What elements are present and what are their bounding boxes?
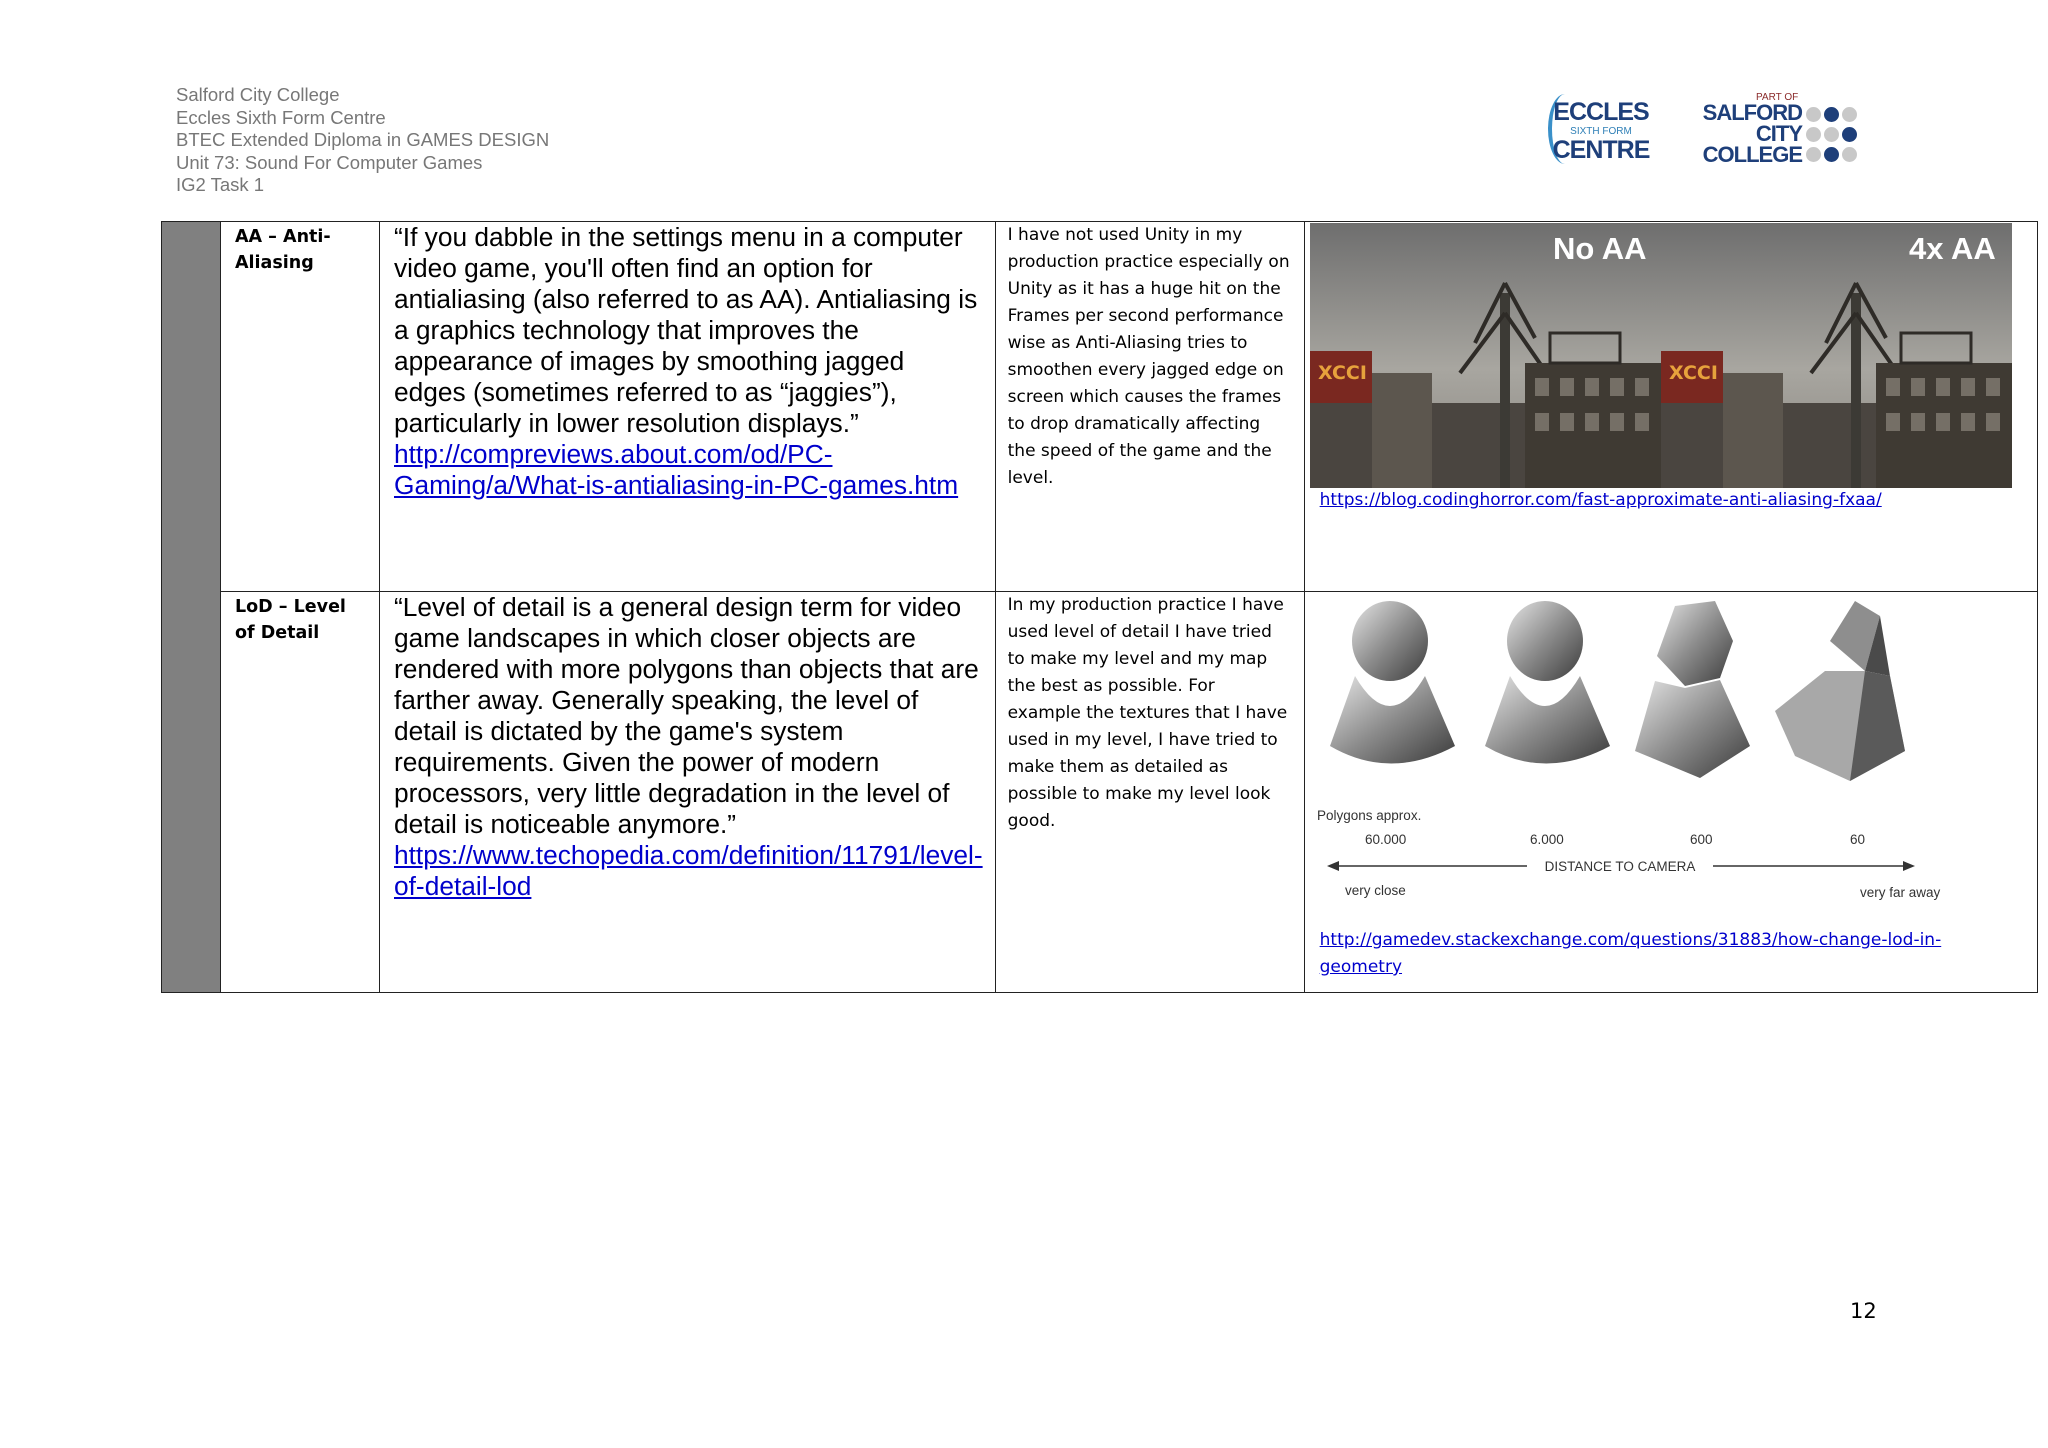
logo-dot-icon: [1824, 127, 1839, 142]
eccles-logo-text-3: CENTRE: [1552, 136, 1650, 164]
image-source-wrap: [1305, 927, 2037, 981]
definition-text: “If you dabble in the settings menu in a computer video game, you'll often find an option for antialiasing (also referred to as AA). Antialiasing is a graphics technology that improves the appearance of images by smoothing jagged edges (sometimes referred to as “jaggies”), particularly in lower resolution displays.”: [394, 222, 978, 438]
salford-logo-text-3: COLLEGE: [1702, 142, 1802, 167]
definition-link[interactable]: http://compreviews.about.com/od/PC-Gaming/a/What-is-antialiasing-in-PC-games.htm: [394, 439, 959, 500]
document-header: [176, 84, 549, 197]
eccles-logo-text-2: SIXTH FORM: [1570, 126, 1632, 137]
note-cell: In my production practice I have used level of detail I have tried to make my level and my map the best as possible. For example the textures that I have used in my level, I have tried to make them as detailed as possible to make my level look good.: [995, 592, 1304, 993]
header-college: Salford City College: [176, 84, 340, 105]
eccles-logo-text-1: ECCLES: [1553, 98, 1649, 126]
logo-dot-icon: [1842, 127, 1857, 142]
4x-aa-label: 4x AA: [1908, 231, 1996, 266]
header-unit: Unit 73: Sound For Computer Games: [176, 151, 483, 173]
table-row: [162, 592, 2038, 993]
polygon-count: 60: [1849, 832, 1865, 847]
sign-text: XCCI: [1668, 362, 1718, 384]
logo-dot-icon: [1806, 127, 1821, 142]
image-cell: [1304, 222, 2037, 592]
term-cell: AA – Anti-Aliasing: [221, 222, 380, 592]
note-cell: I have not used Unity in my production practice especially on Unity as it has a huge hit on the Frames per second performance wise as Anti-Aliasing tries to smoothen every jagged edge on screen which causes the frames to drop dramatically affecting the speed of the game and the level.: [995, 222, 1304, 592]
row-marker-column: [162, 222, 221, 993]
salford-logo-part-of: PART OF: [1756, 92, 1799, 103]
header-centre: Eccles Sixth Form Centre: [176, 106, 386, 128]
table-row: [162, 222, 2038, 592]
bust-60-icon: [1775, 601, 1905, 781]
logo-dot-icon: [1824, 147, 1839, 162]
anti-aliasing-comparison-image: [1310, 223, 2037, 493]
logo-dot-icon: [1806, 107, 1821, 122]
salford-logo-text-1: SALFORD: [1702, 100, 1802, 125]
level-of-detail-image: [1305, 596, 2032, 918]
eccles-logo: [1548, 92, 1654, 174]
salford-logo-text-2: CITY: [1755, 121, 1802, 146]
4x-aa-panel: [1661, 223, 2012, 488]
definition-link[interactable]: https://www.techopedia.com/definition/11791/level-of-detail-lod: [394, 840, 983, 901]
term-cell: LoD – Level of Detail: [221, 592, 380, 993]
image-source-wrap: [1305, 487, 2037, 514]
logo-dot-icon: [1842, 107, 1857, 122]
header-course: BTEC Extended Diploma in GAMES DESIGN: [176, 129, 550, 151]
bust-60000-icon: [1330, 601, 1455, 764]
polygon-count: 6.000: [1529, 832, 1564, 847]
logo-dot-icon: [1806, 147, 1821, 162]
terms-table: [161, 221, 2038, 993]
polygons-label: Polygons approx.: [1316, 808, 1421, 823]
salford-city-college-logo: [1700, 90, 1860, 174]
image-source-link[interactable]: http://gamedev.stackexchange.com/questions/31883/how-change-lod-in-geometry: [1319, 930, 1942, 977]
logo-dot-icon: [1824, 107, 1839, 122]
definition-cell: [380, 222, 996, 592]
definition-cell: [380, 592, 996, 993]
no-aa-panel: [1310, 223, 1661, 488]
image-source-link[interactable]: https://blog.codinghorror.com/fast-approximate-anti-aliasing-fxaa/: [1319, 490, 1882, 510]
bust-600-icon: [1635, 601, 1750, 778]
sign-text: XCCI: [1317, 362, 1367, 384]
header-task: IG2 Task 1: [176, 174, 265, 196]
no-aa-label: No AA: [1552, 231, 1647, 266]
distance-label: DISTANCE TO CAMERA: [1544, 859, 1696, 874]
logo-dot-icon: [1842, 147, 1857, 162]
near-label: very close: [1344, 883, 1406, 898]
polygon-count: 600: [1689, 832, 1713, 847]
far-label: very far away: [1859, 885, 1940, 900]
polygon-count: 60.000: [1364, 832, 1406, 847]
bust-6000-icon: [1485, 601, 1610, 764]
page-number: 12: [1850, 1299, 1877, 1323]
definition-text: “Level of detail is a general design term for video game landscapes in which closer objects are rendered with more polygons than objects that are farther away. Generally speaking, the level of detail is dictated by the game's system requirements. Given the power of modern processors, very little degradation in the level of detail is noticeable anymore.”: [394, 592, 979, 839]
image-cell: [1304, 592, 2037, 993]
